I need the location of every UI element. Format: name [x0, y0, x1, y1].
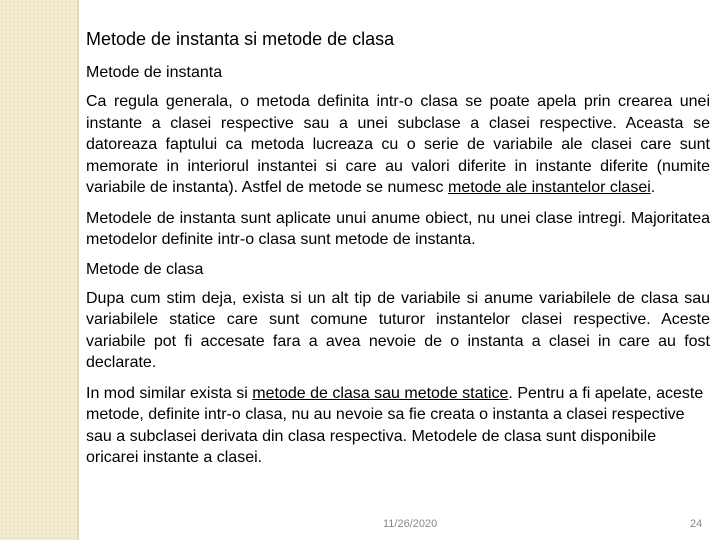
slide-content — [86, 28, 710, 478]
paragraph-text: . Pentru a fi apelate, aceste metode, definite intr-o clasa, nu au nevoie sa fie creata o instanta a clasei respective sau a subclasei derivata din clasa respectiva. Metodele de clasa sunt disponibile oricarei instante a clasei. — [86, 384, 704, 466]
paragraph-start: In mod similar exista si — [86, 384, 253, 402]
underlined-term: metode ale instantelor clasei — [447, 179, 651, 196]
paragraph-class-variables: Dupa cum stim deja, exista si un alt tip de variabile si anume variabilele de clasa sau variabilele statice care sunt comune tuturor instantelor clasei respective. Aceste variabile pot fi accesate fara a avea nevoie de o instanta a clasei in care au fost declarate. — [86, 289, 710, 371]
decorative-side-band — [0, 0, 79, 540]
section-heading-instance-methods: Metode de instanta — [86, 64, 223, 81]
slide-title: Metode de instanta si metode de clasa — [86, 29, 395, 49]
section-heading-class-methods: Metode de clasa — [86, 260, 204, 278]
paragraph-static-methods — [86, 383, 710, 469]
paragraph-instance-methods-usage: Metodele de instanta sunt aplicate unui anume obiect, nu unei clase intregi. Majoritatea metodelor definite intr-o clasa sunt metode de instanta. — [86, 209, 710, 248]
paragraph-text: Ca regula generala, o metoda definita intr-o clasa se poate apela prin crearea unei instante a clasei respective sau a unei subclase a clasei respective. Aceasta se datoreaza faptului ca metoda lucreaza cu o serie de variabile ale clasei care sunt memorate in interiorul instantei si care au valori diferite in instante diferite (numite variabile de instanta). Astfel de metode se numesc — [86, 93, 710, 196]
paragraph-end: . — [650, 179, 656, 196]
footer-page-number: 24 — [690, 518, 703, 530]
paragraph-instance-methods — [86, 91, 710, 199]
underlined-term: metode de clasa sau metode statice — [252, 384, 509, 402]
footer-date: 11/26/2020 — [383, 518, 438, 530]
